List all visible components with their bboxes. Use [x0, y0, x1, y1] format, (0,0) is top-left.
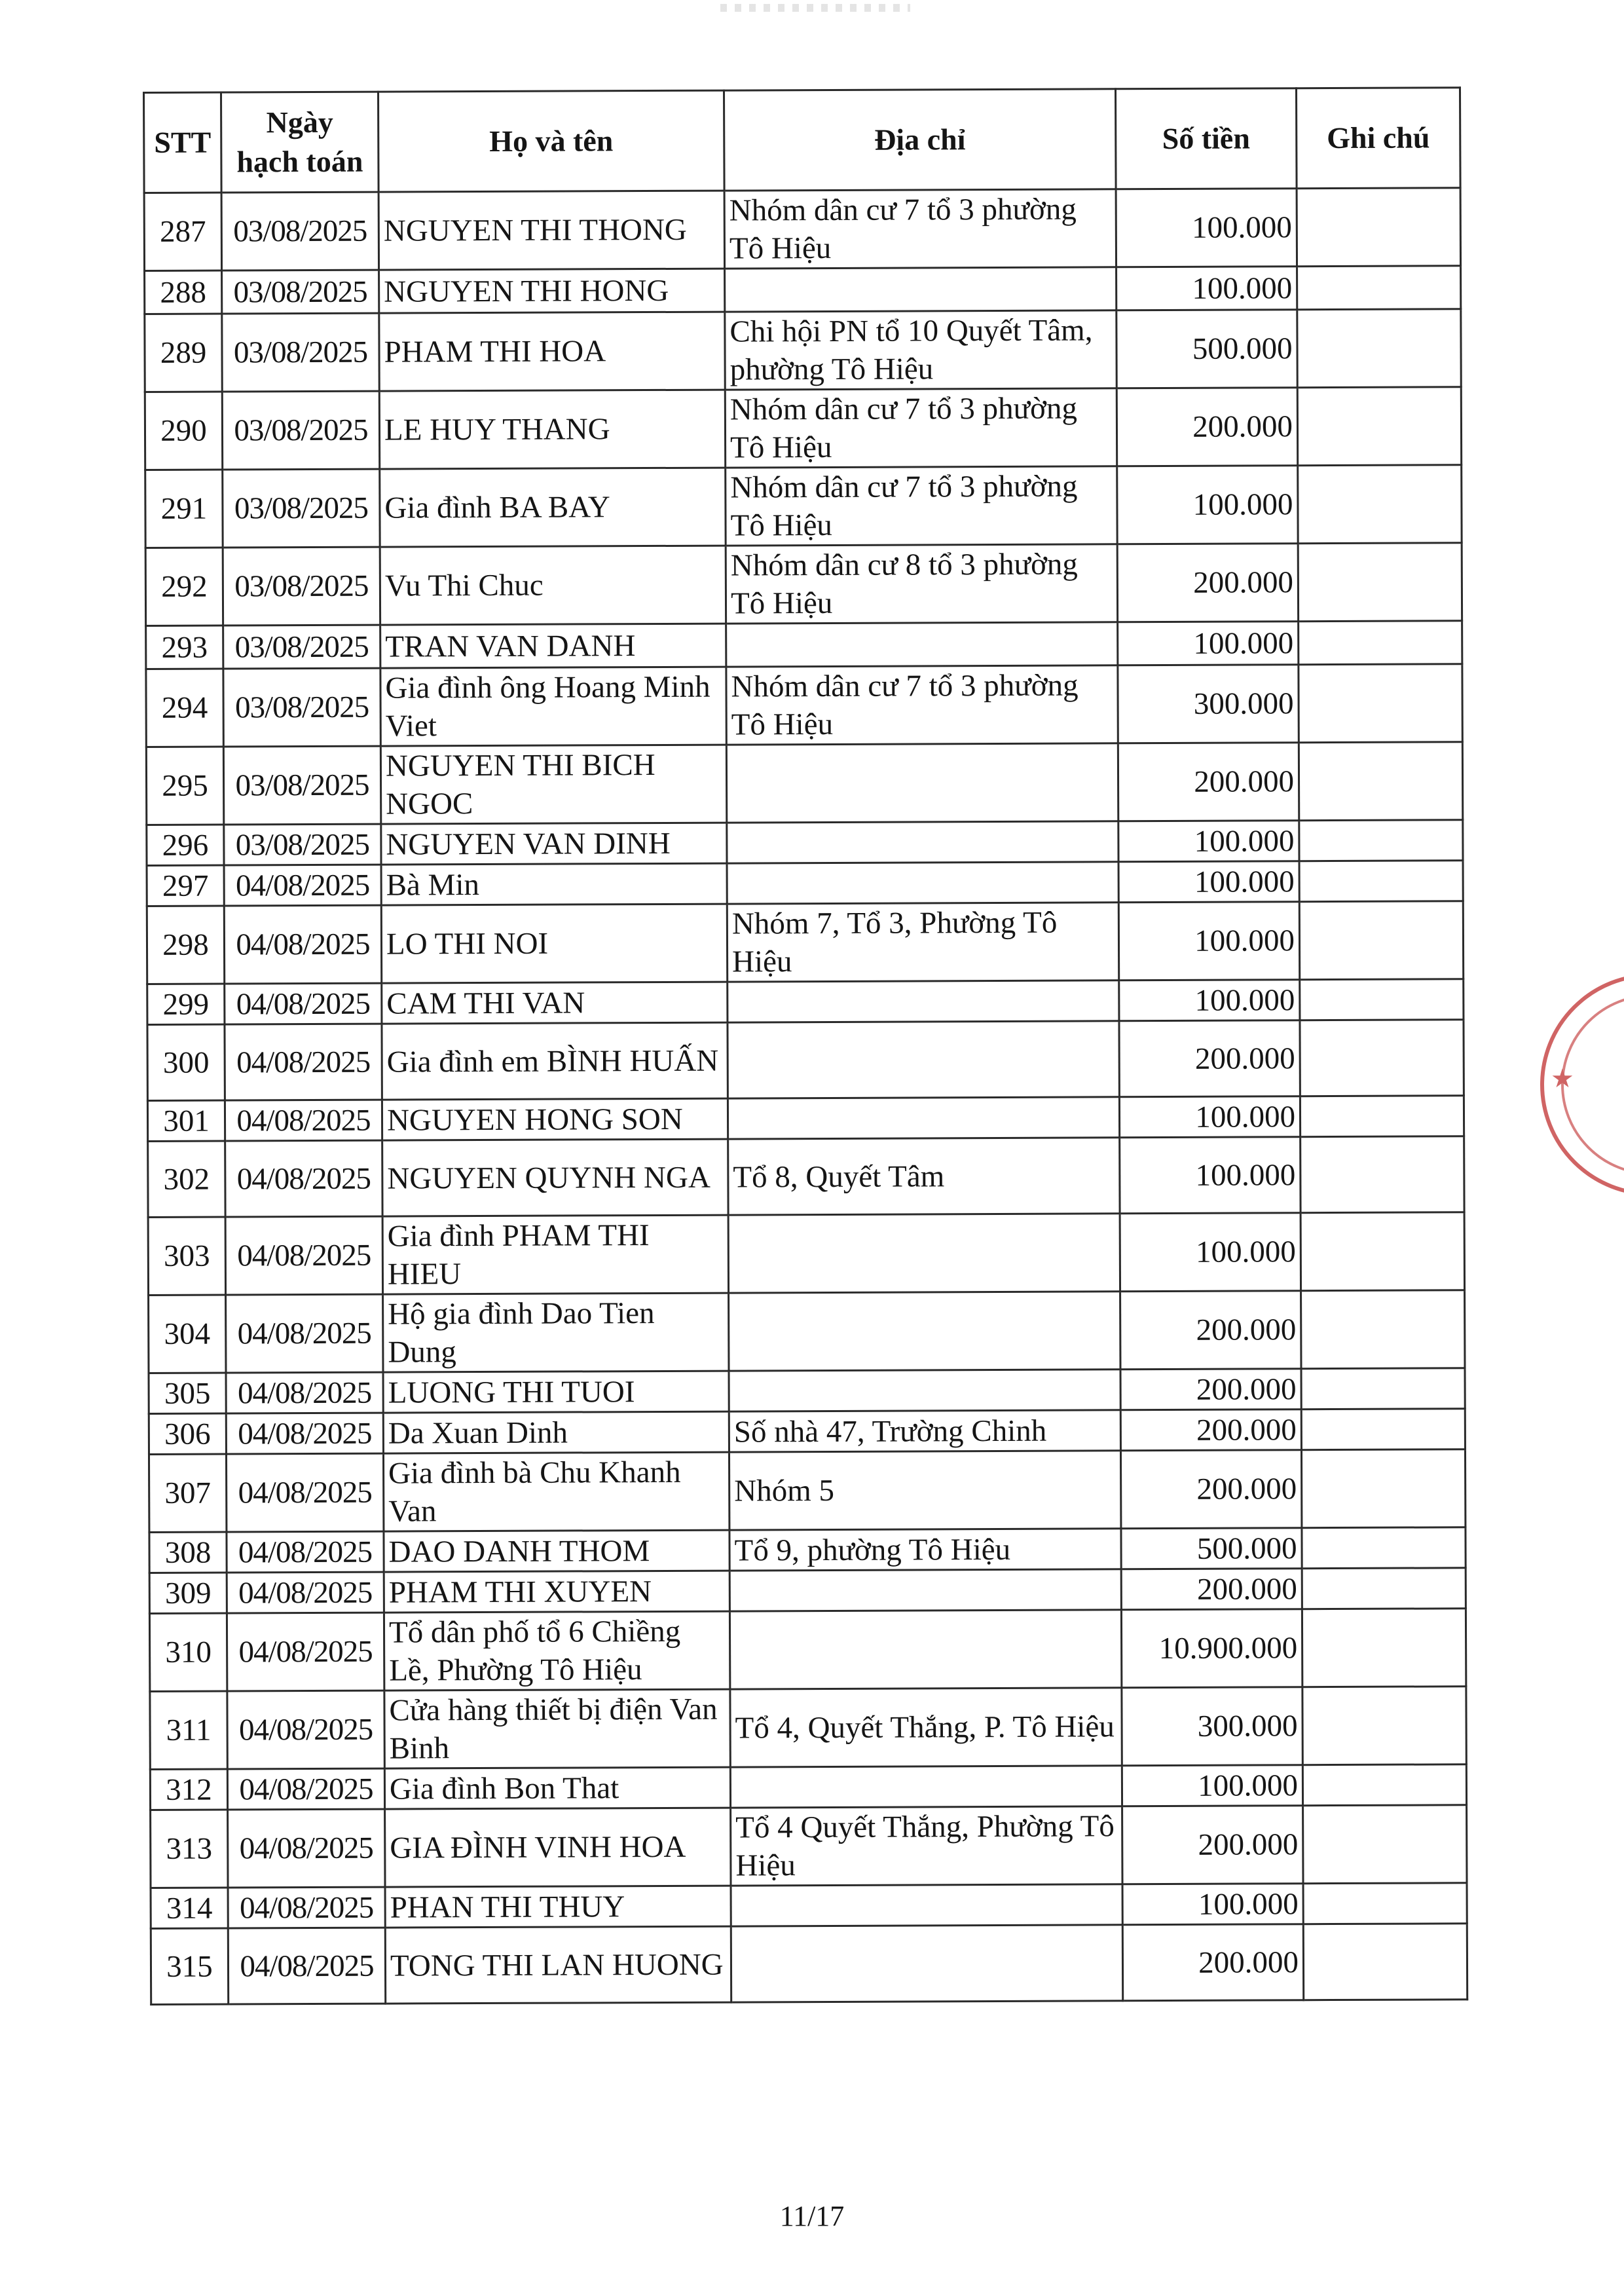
row-date: 04/08/2025 — [228, 1928, 385, 2004]
row-amount: 100.000 — [1118, 821, 1299, 862]
table-row — [145, 465, 1462, 548]
row-amount: 100.000 — [1122, 1884, 1303, 1925]
row-note — [1301, 1409, 1465, 1450]
row-date: 04/08/2025 — [224, 905, 381, 984]
row-amount: 300.000 — [1122, 1687, 1302, 1766]
row-date: 03/08/2025 — [224, 824, 381, 865]
row-date: 04/08/2025 — [226, 1413, 383, 1454]
row-name: Da Xuan Dinh — [383, 1411, 729, 1453]
row-note — [1300, 1020, 1464, 1096]
row-name: TRAN VAN DANH — [380, 624, 726, 668]
row-date: 04/08/2025 — [225, 1140, 382, 1217]
row-address — [728, 980, 1119, 1022]
row-name: Bà Min — [381, 863, 727, 905]
header-note: Ghi chú — [1296, 88, 1460, 189]
row-date: 04/08/2025 — [227, 1531, 384, 1573]
header-date-line2: hạch toán — [236, 144, 363, 179]
row-date: 03/08/2025 — [223, 746, 380, 825]
row-date: 04/08/2025 — [227, 1613, 384, 1691]
row-note — [1299, 861, 1463, 902]
row-name: PHAM THI HOA — [379, 312, 725, 391]
row-stt: 300 — [147, 1024, 225, 1100]
row-name: TONG THI LAN HUONG — [385, 1926, 731, 2004]
row-stt: 288 — [145, 271, 222, 314]
row-amount: 100.000 — [1118, 861, 1299, 903]
row-stt: 297 — [147, 865, 224, 906]
row-date: 03/08/2025 — [223, 625, 380, 669]
row-stt: 290 — [145, 392, 222, 470]
row-stt: 294 — [146, 669, 223, 747]
table-row — [151, 1805, 1467, 1888]
header-date — [221, 92, 379, 193]
row-name: PHAM THI XUYEN — [384, 1571, 729, 1613]
row-stt: 311 — [150, 1691, 227, 1769]
row-amount: 100.000 — [1116, 267, 1297, 310]
row-address — [726, 622, 1118, 667]
row-stt: 310 — [149, 1613, 227, 1691]
row-address: Số nhà 47, Trường Chinh — [729, 1410, 1120, 1452]
header-row — [144, 88, 1461, 193]
header-name: Họ và tên — [378, 90, 725, 192]
row-amount: 200.000 — [1120, 1291, 1301, 1370]
row-name: Vu Thi Chuc — [380, 546, 726, 625]
row-name: NGUYEN QUYNH NGA — [382, 1139, 728, 1216]
row-address — [729, 1569, 1121, 1611]
row-amount: 100.000 — [1122, 1765, 1302, 1806]
row-note — [1303, 1924, 1467, 2000]
row-note — [1300, 1096, 1464, 1137]
row-stt: 303 — [148, 1217, 225, 1295]
row-address — [727, 821, 1118, 863]
row-name: Gia đình Bon That — [384, 1767, 730, 1809]
table-row — [149, 1527, 1466, 1573]
row-date: 03/08/2025 — [221, 192, 378, 271]
row-note — [1298, 543, 1462, 622]
row-address: Nhóm dân cư 7 tổ 3 phường Tô Hiệu — [725, 388, 1116, 468]
table-row — [147, 979, 1464, 1025]
table-row — [144, 188, 1460, 271]
row-note — [1299, 901, 1463, 980]
table-row — [147, 1096, 1464, 1142]
row-date: 04/08/2025 — [226, 1453, 383, 1532]
row-date: 03/08/2025 — [222, 270, 379, 314]
row-name: Gia đình BA BAY — [380, 468, 726, 547]
row-note — [1301, 1212, 1464, 1291]
row-stt: 313 — [151, 1810, 228, 1888]
row-stt: 307 — [149, 1454, 226, 1532]
row-address — [725, 267, 1116, 312]
row-date: 03/08/2025 — [223, 469, 380, 548]
row-amount: 200.000 — [1122, 1806, 1303, 1884]
row-address: Nhóm 5 — [729, 1451, 1120, 1530]
row-name: CAM THI VAN — [382, 982, 728, 1024]
row-address — [731, 1884, 1122, 1926]
table-row — [150, 1764, 1466, 1810]
row-name: PHAN THI THUY — [385, 1886, 731, 1928]
row-note — [1297, 266, 1461, 310]
row-address: Tổ 4, Quyết Thắng, P. Tô Hiệu — [730, 1688, 1122, 1767]
row-address — [729, 1292, 1120, 1371]
row-date: 03/08/2025 — [222, 313, 379, 392]
table-row — [148, 1136, 1464, 1218]
table-row — [145, 266, 1461, 314]
row-amount: 200.000 — [1120, 1409, 1301, 1451]
row-address — [730, 1766, 1122, 1808]
row-stt: 308 — [149, 1532, 227, 1573]
row-date: 04/08/2025 — [227, 1690, 384, 1769]
row-date: 04/08/2025 — [227, 1572, 384, 1613]
row-stt: 291 — [145, 470, 223, 548]
row-name: LE HUY THANG — [379, 390, 725, 469]
row-stt: 306 — [149, 1413, 226, 1454]
row-date: 04/08/2025 — [225, 1216, 382, 1295]
official-stamp — [1540, 973, 1624, 1196]
row-name: Cửa hàng thiết bị điện Van Binh — [384, 1689, 730, 1768]
stamp-star-icon: ★ — [1551, 1064, 1574, 1094]
row-date: 04/08/2025 — [228, 1809, 385, 1888]
row-note — [1297, 188, 1460, 267]
row-note — [1302, 1568, 1466, 1609]
table-row — [151, 1883, 1467, 1929]
row-stt: 315 — [151, 1928, 228, 2004]
row-note — [1303, 1883, 1467, 1924]
row-stt: 305 — [149, 1373, 226, 1413]
row-amount: 200.000 — [1116, 388, 1297, 466]
donation-ledger-table — [143, 86, 1468, 2006]
row-stt: 295 — [146, 747, 223, 825]
row-date: 04/08/2025 — [225, 983, 382, 1024]
table-row — [149, 1290, 1465, 1373]
row-stt: 309 — [149, 1573, 227, 1613]
table-row — [147, 901, 1463, 984]
row-name: NGUYEN THI THONG — [378, 191, 724, 270]
row-name: NGUYEN VAN DINH — [381, 823, 727, 865]
row-amount: 100.000 — [1118, 622, 1299, 665]
row-amount: 500.000 — [1121, 1528, 1302, 1569]
row-name: LUONG THI TUOI — [383, 1371, 729, 1413]
row-date: 04/08/2025 — [228, 1887, 385, 1928]
row-note — [1300, 979, 1464, 1020]
row-address — [726, 743, 1118, 823]
header-date-line1: Ngày — [266, 105, 333, 140]
table-row — [149, 1368, 1465, 1414]
row-address: Tổ 8, Quyết Tâm — [728, 1138, 1120, 1215]
row-stt: 302 — [148, 1141, 225, 1217]
row-note — [1302, 1764, 1466, 1806]
row-stt: 301 — [147, 1100, 225, 1141]
row-amount: 100.000 — [1119, 980, 1300, 1021]
row-note — [1302, 1609, 1466, 1687]
row-note — [1301, 1136, 1464, 1213]
row-stt: 299 — [147, 984, 225, 1024]
row-address — [729, 1610, 1121, 1689]
row-stt: 292 — [145, 548, 223, 625]
row-amount: 100.000 — [1120, 1137, 1301, 1214]
row-name: Gia đình PHAM THI HIEU — [382, 1215, 728, 1294]
row-note — [1299, 621, 1462, 665]
row-address: Nhóm dân cư 8 tổ 3 phường Tô Hiệu — [726, 544, 1117, 624]
row-name: Hộ gia đình Dao Tien Dung — [383, 1293, 729, 1372]
header-address: Địa chỉ — [724, 89, 1116, 191]
row-stt: 293 — [146, 625, 223, 669]
ledger-body — [144, 188, 1467, 2005]
row-address — [728, 1214, 1120, 1293]
row-note — [1297, 309, 1461, 388]
row-date: 03/08/2025 — [222, 391, 379, 470]
row-amount: 200.000 — [1121, 1569, 1302, 1610]
table-row — [149, 1409, 1465, 1455]
row-name: NGUYEN HONG SON — [382, 1098, 728, 1140]
row-amount: 500.000 — [1116, 310, 1297, 388]
row-date: 03/08/2025 — [223, 547, 380, 625]
row-address — [729, 1370, 1120, 1411]
row-date: 04/08/2025 — [225, 1024, 382, 1100]
table-row — [146, 621, 1462, 669]
row-date: 04/08/2025 — [226, 1294, 383, 1373]
row-address: Chi hội PN tổ 10 Quyết Tâm, phường Tô Hiệu — [725, 310, 1116, 390]
table-row — [145, 387, 1461, 470]
row-address: Tổ 9, phường Tô Hiệu — [729, 1529, 1121, 1571]
table-row — [148, 1212, 1464, 1296]
row-name: Gia đình ông Hoang Minh Viet — [380, 667, 726, 746]
row-address — [728, 1097, 1119, 1139]
row-name: GIA ĐÌNH VINH HOA — [385, 1808, 731, 1887]
table-row — [151, 1924, 1467, 2005]
row-date: 04/08/2025 — [227, 1768, 384, 1810]
row-amount: 200.000 — [1120, 1369, 1301, 1410]
row-date: 04/08/2025 — [226, 1372, 383, 1413]
row-note — [1299, 820, 1463, 861]
row-address — [731, 1925, 1122, 2002]
row-name: NGUYEN THI BICH NGOC — [380, 745, 726, 824]
row-address: Nhóm 7, Tổ 3, Phường Tô Hiệu — [727, 903, 1118, 982]
table-row — [149, 1449, 1465, 1533]
row-stt: 289 — [145, 314, 222, 392]
row-amount: 100.000 — [1117, 466, 1298, 544]
table-row — [149, 1568, 1466, 1614]
table-row — [150, 1687, 1466, 1770]
row-address: Nhóm dân cư 7 tổ 3 phường Tô Hiệu — [726, 466, 1117, 546]
row-address — [728, 1021, 1119, 1098]
row-note — [1301, 1368, 1465, 1409]
row-amount: 200.000 — [1120, 1450, 1301, 1529]
table-row — [145, 543, 1462, 626]
table-row — [147, 1020, 1464, 1101]
table-row — [147, 861, 1463, 906]
row-date: 04/08/2025 — [225, 1100, 382, 1141]
row-amount: 300.000 — [1118, 665, 1299, 743]
row-name: Gia đình em BÌNH HUẤN — [382, 1022, 728, 1100]
row-note — [1301, 1449, 1465, 1528]
row-amount: 200.000 — [1119, 1020, 1300, 1097]
row-stt: 296 — [147, 825, 224, 865]
row-amount: 100.000 — [1120, 1213, 1301, 1292]
row-stt: 312 — [150, 1769, 227, 1810]
scan-artifact — [720, 4, 910, 12]
row-note — [1302, 1527, 1466, 1569]
row-name: Tổ dân phố tổ 6 Chiềng Lề, Phường Tô Hiệu — [384, 1611, 729, 1690]
row-stt: 298 — [147, 906, 224, 984]
row-stt: 304 — [149, 1295, 226, 1373]
row-note — [1302, 1687, 1466, 1765]
row-stt: 314 — [151, 1888, 228, 1928]
header-amount: Số tiền — [1115, 88, 1297, 189]
table-row — [145, 309, 1461, 392]
row-address — [727, 862, 1118, 904]
row-date: 03/08/2025 — [223, 668, 380, 747]
row-amount: 200.000 — [1122, 1924, 1303, 2001]
row-stt: 287 — [144, 193, 221, 271]
row-name: DAO DANH THOM — [384, 1530, 729, 1572]
row-amount: 200.000 — [1117, 544, 1298, 622]
row-address: Nhóm dân cư 7 tổ 3 phường Tô Hiệu — [724, 189, 1116, 269]
row-address: Nhóm dân cư 7 tổ 3 phường Tô Hiệu — [726, 665, 1118, 745]
row-note — [1298, 465, 1462, 544]
header-stt: STT — [144, 92, 222, 193]
row-note — [1299, 664, 1462, 743]
row-amount: 200.000 — [1118, 743, 1299, 821]
row-address: Tổ 4 Quyết Thắng, Phường Tô Hiệu — [731, 1806, 1122, 1886]
row-name: LO THI NOI — [381, 904, 727, 983]
row-amount: 10.900.000 — [1121, 1609, 1302, 1688]
row-note — [1301, 1290, 1465, 1369]
row-amount: 100.000 — [1118, 902, 1299, 980]
table-row — [146, 742, 1462, 825]
table-row — [146, 664, 1462, 747]
row-amount: 100.000 — [1116, 189, 1297, 267]
page-number: 11/17 — [779, 2200, 845, 2232]
row-amount: 100.000 — [1119, 1096, 1300, 1138]
row-note — [1299, 742, 1462, 821]
row-name: NGUYEN THI HONG — [379, 269, 725, 313]
row-note — [1297, 387, 1461, 466]
row-name: Gia đình bà Chu Khanh Van — [383, 1452, 729, 1531]
row-note — [1303, 1805, 1467, 1884]
table-row — [147, 820, 1463, 866]
row-date: 04/08/2025 — [224, 865, 381, 906]
table-row — [149, 1609, 1466, 1692]
